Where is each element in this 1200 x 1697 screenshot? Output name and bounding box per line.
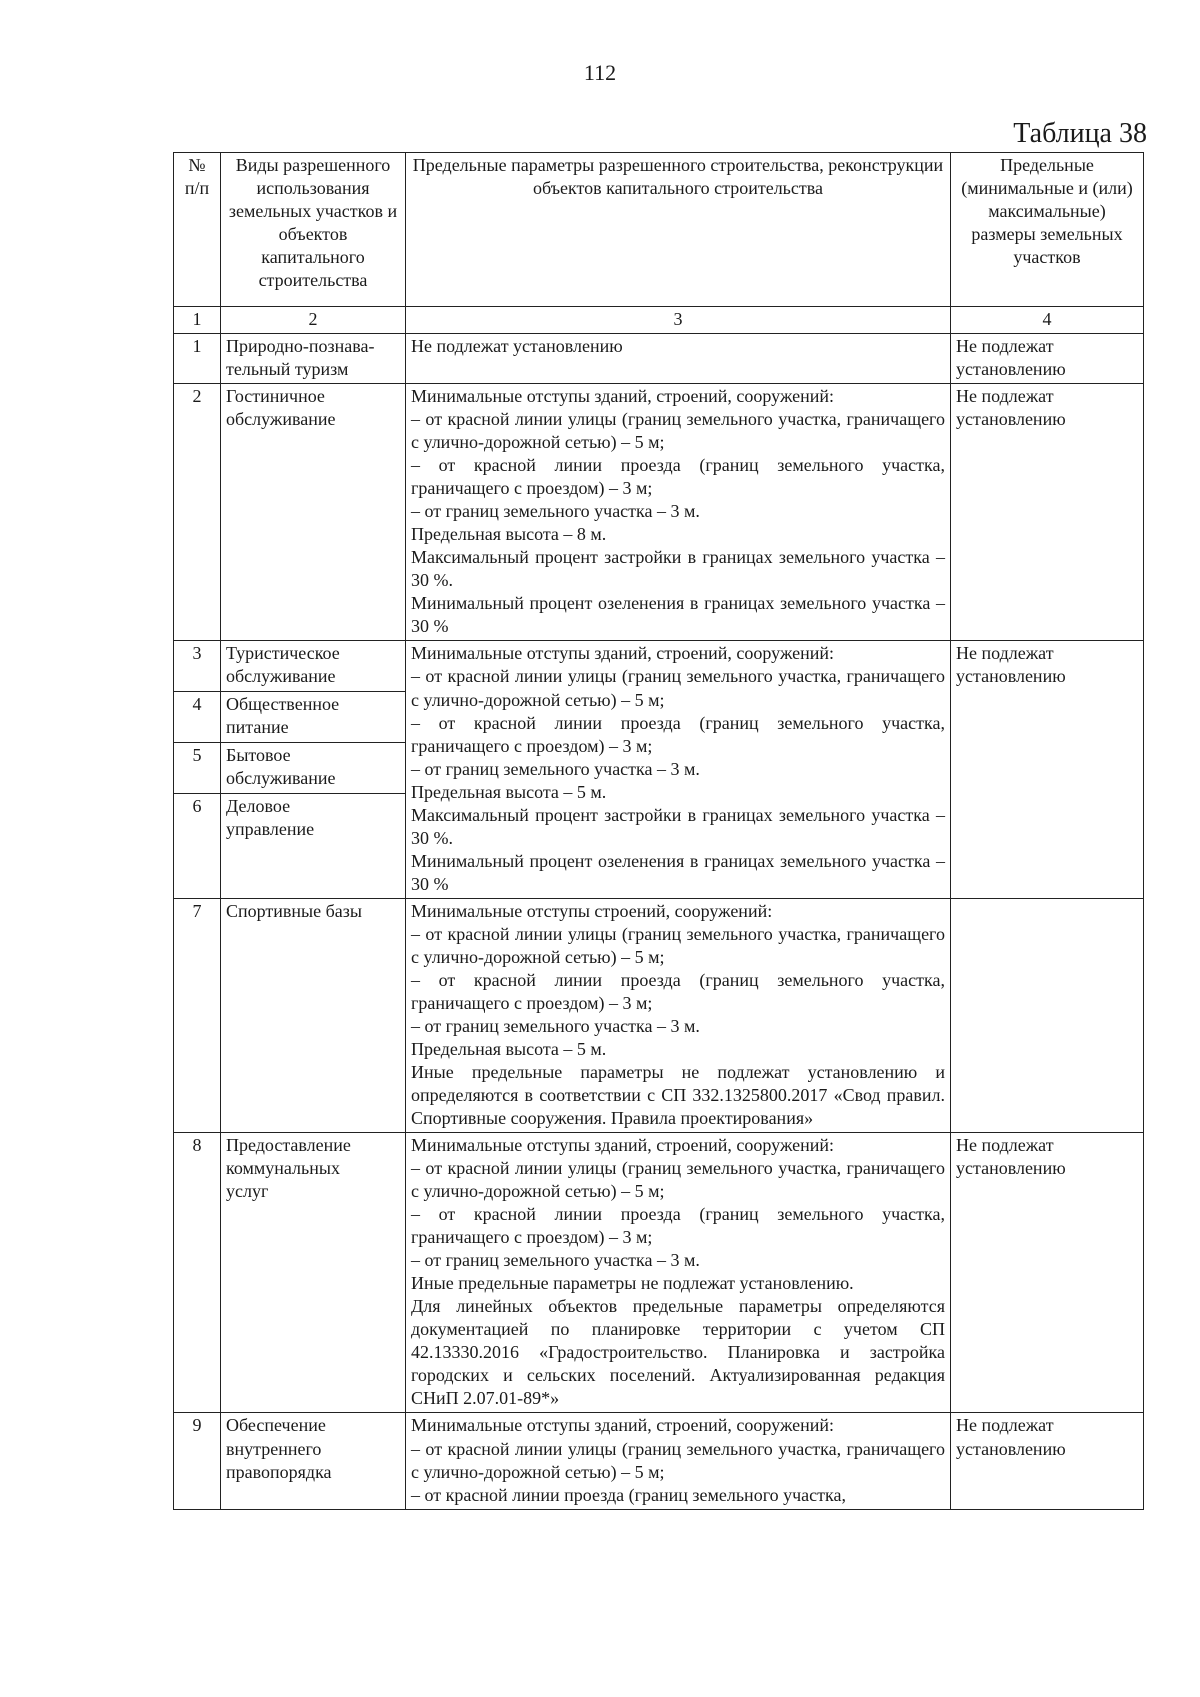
parameters-cell-line: Максимальный процент застройки в границах земельного участка – 30 %. [411, 547, 945, 591]
parameters-cell [406, 384, 951, 641]
parameters-cell-line: – от красной линии улицы (границ земельного участка, граничащего с улично-дорожной сетью) – 5 м; [411, 666, 945, 710]
parameters-cell-line: – от красной линии проезда (границ земельного участка, граничащего с проездом) – 3 м; [411, 455, 945, 499]
parameters-cell [406, 1133, 951, 1413]
plot-sizes-cell [951, 1413, 1144, 1509]
use-type-cell [221, 793, 406, 898]
parameters-cell-line: – от красной линии проезда (границ земельного участка, граничащего с проездом) – 3 м; [411, 712, 945, 756]
use-type-cell-line: Спортивные базы [226, 900, 362, 921]
parameters-cell-line: – от границ земельного участка – 3 м. [411, 758, 700, 779]
plot-sizes-cell-line: Не подлежат [956, 1135, 1054, 1156]
parameters-cell-line: Предельная высота – 5 м. [411, 1038, 607, 1059]
use-type-cell [221, 384, 406, 641]
plot-sizes-cell-line: установлению [956, 1438, 1066, 1459]
row-number: 5 [174, 743, 221, 794]
use-type-cell-line: Общественное [226, 694, 340, 715]
parameters-cell-line: – от красной линии улицы (границ земельного участка, граничащего с улично-дорожной сетью) – 5 м; [411, 1438, 945, 1482]
use-type-cell-line: услуг [226, 1181, 269, 1202]
parameters-cell-line: Минимальные отступы зданий, строений, сооружений: [411, 1415, 835, 1436]
parameters-cell-line: – от границ земельного участка – 3 м. [411, 501, 700, 522]
use-type-cell [221, 641, 406, 692]
parameters-cell-line: Иные предельные параметры не подлежат установлению. [411, 1273, 854, 1294]
parameters-cell [406, 641, 951, 898]
use-type-cell [221, 1133, 406, 1413]
row-number: 1 [174, 334, 221, 384]
use-type-cell [221, 743, 406, 794]
plot-sizes-cell-line: Не подлежат [956, 1415, 1054, 1436]
row-number: 6 [174, 793, 221, 898]
plot-sizes-cell-line: установлению [956, 1158, 1066, 1179]
column-number: 1 [174, 307, 221, 334]
plot-sizes-cell-line: Не подлежат [956, 336, 1054, 357]
plot-sizes-cell [951, 334, 1144, 384]
use-type-cell-line: внутреннего [226, 1438, 322, 1459]
table-row [174, 334, 1144, 384]
use-type-cell-line: Предоставление [226, 1135, 351, 1156]
row-number: 7 [174, 898, 221, 1132]
column-number: 2 [221, 307, 406, 334]
parameters-cell-line: – от красной линии проезда (границ земельного участка, граничащего с проездом) – 3 м; [411, 969, 945, 1013]
table-row [174, 1133, 1144, 1413]
regulations-table [173, 152, 1144, 1510]
parameters-cell-line: Не подлежат установлению [411, 336, 623, 357]
row-number: 4 [174, 692, 221, 743]
parameters-cell [406, 1413, 951, 1509]
parameters-cell-line: – от красной линии улицы (границ земельного участка, граничащего с улично-дорожной сетью) – 5 м; [411, 409, 945, 453]
use-type-cell [221, 1413, 406, 1509]
parameters-cell-line: – от границ земельного участка – 3 м. [411, 1250, 700, 1271]
plot-sizes-cell-line: Не подлежат [956, 643, 1054, 664]
table-row [174, 898, 1144, 1132]
table-row [174, 1413, 1144, 1509]
parameters-cell-line: Предельная высота – 8 м. [411, 524, 607, 545]
row-number: 9 [174, 1413, 221, 1509]
parameters-cell-line: Минимальный процент озеленения в границах земельного участка – 30 % [411, 593, 945, 637]
plot-sizes-cell-line: установлению [956, 666, 1066, 687]
row-number: 2 [174, 384, 221, 641]
parameters-cell-line: – от красной линии улицы (границ земельного участка, граничащего с улично-дорожной сетью) – 5 м; [411, 923, 945, 967]
use-type-cell-line: обслуживание [226, 666, 336, 687]
plot-sizes-cell-line: установлению [956, 359, 1066, 380]
parameters-cell-line: Для линейных объектов предельные параметры определяются документацией по планировке территории с учетом СП 42.13330.2016 «Градостроительство. Планировка и застройка городских и сельских поселений. Актуализированная редакция СНиП 2.07.01-89*» [411, 1296, 945, 1409]
table-header-row [174, 153, 1144, 307]
use-type-cell-line: Природно-познава- [226, 336, 375, 357]
use-type-cell-line: правопорядка [226, 1461, 332, 1482]
parameters-cell-line: Максимальный процент застройки в границах земельного участка – 30 %. [411, 804, 945, 848]
plot-sizes-cell [951, 641, 1144, 898]
header-number: № п/п [174, 153, 221, 307]
use-type-cell-line: Деловое [226, 795, 291, 816]
use-type-cell [221, 692, 406, 743]
use-type-cell-line: обслуживание [226, 768, 336, 789]
table-row [174, 641, 1144, 692]
use-type-cell-line: Гостиничное [226, 386, 325, 407]
row-number: 8 [174, 1133, 221, 1413]
use-type-cell-line: управление [226, 818, 315, 839]
parameters-cell-line: Минимальные отступы строений, сооружений: [411, 900, 773, 921]
parameters-cell-line: Минимальные отступы зданий, строений, сооружений: [411, 643, 835, 664]
use-type-cell-line: Бытовое [226, 745, 291, 765]
plot-sizes-cell [951, 1133, 1144, 1413]
page-number: 112 [583, 60, 617, 85]
header-plot-sizes: Предельные (минимальные и (или) максимальные) размеры земельных участков [951, 153, 1144, 307]
plot-sizes-cell-line: установлению [956, 409, 1066, 430]
column-number: 3 [406, 307, 951, 334]
column-number: 4 [951, 307, 1144, 334]
parameters-cell-line: Предельная высота – 5 м. [411, 781, 607, 802]
use-type-cell-line: Туристическое [226, 643, 340, 664]
parameters-cell-line: Минимальные отступы зданий, строений, сооружений: [411, 386, 835, 407]
use-type-cell-line: тельный туризм [226, 359, 349, 380]
plot-sizes-cell [951, 898, 1144, 1132]
use-type-cell-line: питание [226, 717, 289, 738]
parameters-cell [406, 334, 951, 384]
parameters-cell [406, 898, 951, 1132]
parameters-cell-line: Минимальный процент озеленения в границах земельного участка – 30 % [411, 850, 945, 894]
header-use-type: Виды разрешенного использования земельных участков и объектов капитального строительства [221, 153, 406, 307]
use-type-cell [221, 898, 406, 1132]
header-parameters: Предельные параметры разрешенного строительства, реконструкции объектов капитального строительства [406, 153, 951, 307]
row-number: 3 [174, 641, 221, 692]
parameters-cell-line: – от границ земельного участка – 3 м. [411, 1015, 700, 1036]
use-type-cell [221, 334, 406, 384]
table-caption: Таблица 38 [1013, 118, 1147, 149]
parameters-cell-line: – от красной линии проезда (границ земельного участка, граничащего с проездом) – 3 м; [411, 1204, 945, 1248]
plot-sizes-cell [951, 384, 1144, 641]
parameters-cell-line: – от красной линии проезда (границ земельного участка, [411, 1484, 846, 1505]
use-type-cell-line: Обеспечение [226, 1415, 326, 1436]
parameters-cell-line: Минимальные отступы зданий, строений, сооружений: [411, 1135, 835, 1156]
plot-sizes-cell-line: Не подлежат [956, 386, 1054, 407]
column-numbers-row [174, 307, 1144, 334]
parameters-cell-line: – от красной линии улицы (границ земельного участка, граничащего с улично-дорожной сетью) – 5 м; [411, 1158, 945, 1202]
table-row [174, 384, 1144, 641]
use-type-cell-line: обслуживание [226, 409, 336, 430]
use-type-cell-line: коммунальных [226, 1158, 340, 1179]
parameters-cell-line: Иные предельные параметры не подлежат установлению и определяются в соответствии с СП 332.1325800.2017 «Свод правил. Спортивные сооружения. Правила проектирования» [411, 1062, 945, 1129]
